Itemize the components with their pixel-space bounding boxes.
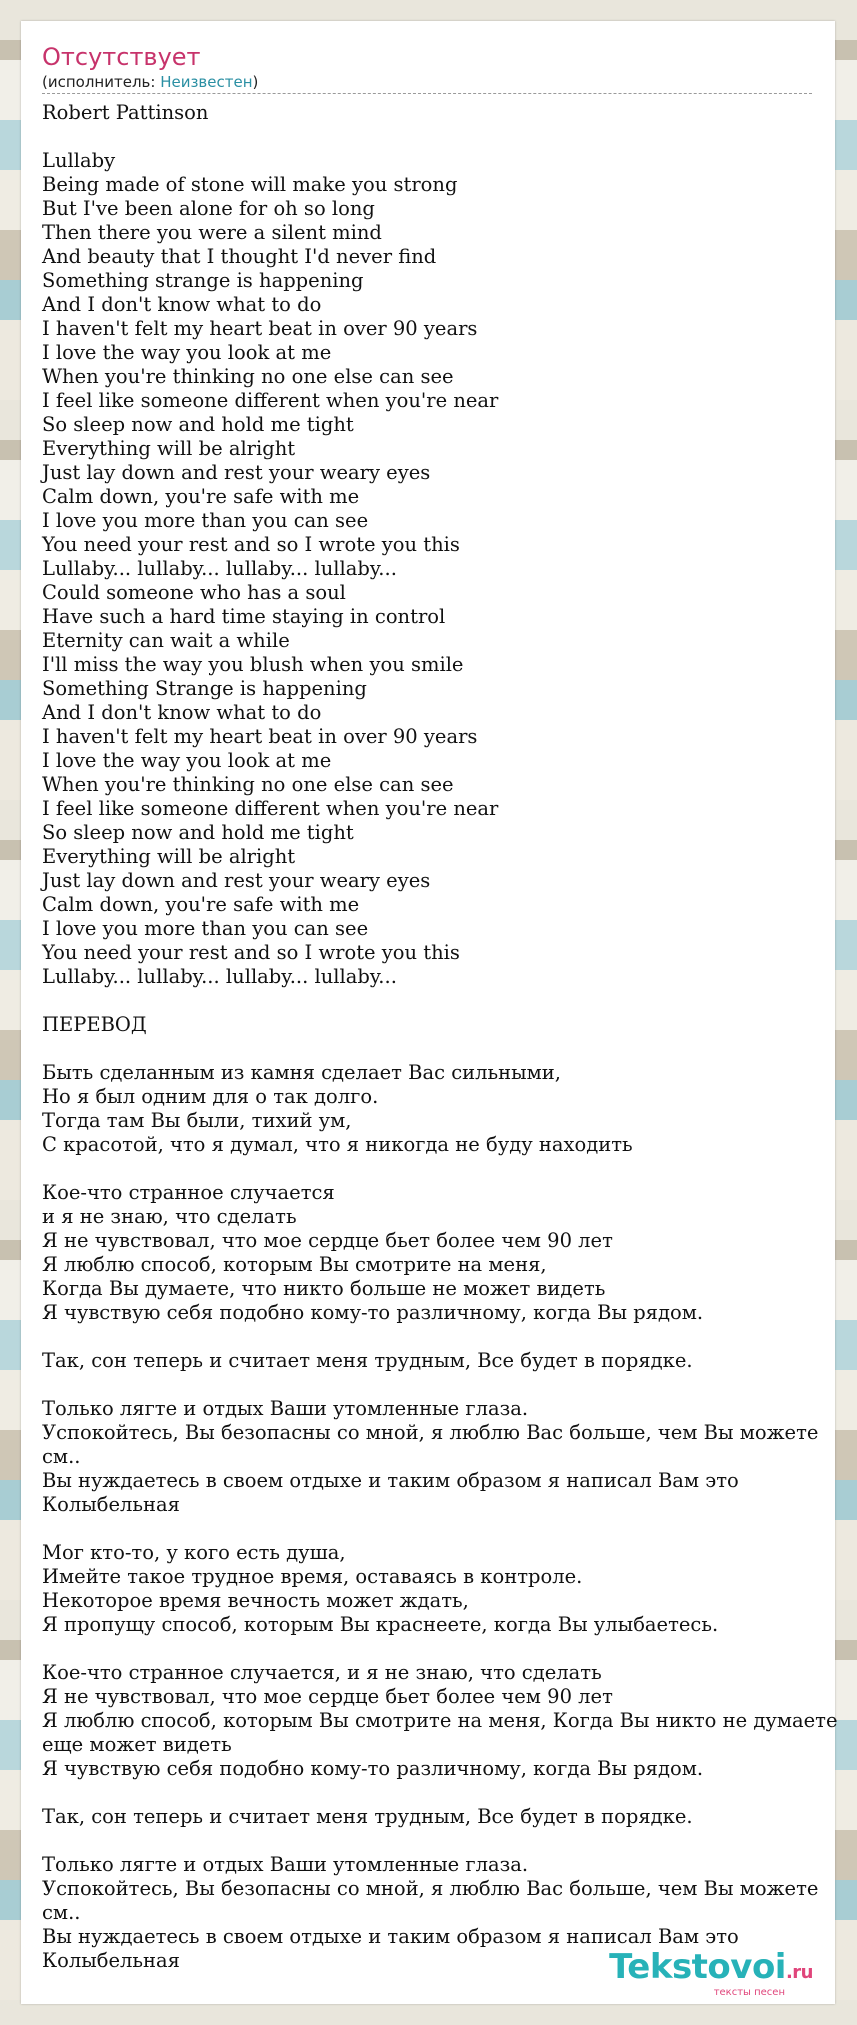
lyrics-blank-line (42, 1829, 842, 1853)
lyrics-line: I love you more than you can see (42, 917, 369, 940)
lyrics-line: Но я был одним для о так долго. (42, 1085, 379, 1108)
lyrics-line: Кое-что странное случается (42, 1181, 335, 1204)
lyrics-line: Некоторое время вечность может ждать, (42, 1589, 469, 1612)
lyrics-line: Being made of stone will make you strong (42, 173, 458, 196)
logo-tagline: тексты песен (713, 1987, 785, 1998)
lyrics-blank-line (42, 1325, 842, 1349)
lyrics-line: Я пропущу способ, которым Вы краснеете, когда Вы улыбаетесь. (42, 1613, 719, 1636)
artist-line (42, 73, 812, 92)
logo-name: Tekstovoi (609, 1947, 786, 1987)
content-card (21, 21, 838, 2004)
lyrics-line: I'll miss the way you blush when you smile (42, 653, 464, 676)
lyrics-line: Вы нуждаетесь в своем отдыхе и таким образом я написал Вам это (42, 1925, 739, 1948)
lyrics-blank-line (42, 125, 842, 149)
lyrics-line: I love you more than you can see (42, 509, 369, 532)
lyrics-line: Then there you were a silent mind (42, 221, 382, 244)
lyrics-line: Robert Pattinson (42, 101, 209, 124)
lyrics-line: и я не знаю, что сделать (42, 1205, 297, 1228)
lyrics-line: Eternity can wait a while (42, 629, 290, 652)
lyrics-line: Успокойтесь, Вы безопасны со мной, я люблю Вас больше, чем Вы можете (42, 1877, 819, 1900)
lyrics-line: Так, сон теперь и считает меня трудным, Все будет в порядке. (42, 1349, 693, 1372)
lyrics-line: Something strange is happening (42, 269, 364, 292)
lyrics-line: Lullaby (42, 149, 116, 172)
lyrics-line: Я чувствую себя подобно кому-то различному, когда Вы рядом. (42, 1757, 704, 1780)
lyrics-blank-line (42, 1037, 842, 1061)
lyrics-line: Have such a hard time staying in control (42, 605, 446, 628)
lyrics-line: ПЕРЕВОД (42, 1013, 147, 1036)
lyrics-line: Calm down, you're safe with me (42, 893, 360, 916)
lyrics-line: And I don't know what to do (42, 701, 322, 724)
lyrics-line: см.. (42, 1901, 81, 1924)
lyrics-line: But I've been alone for oh so long (42, 197, 375, 220)
lyrics-line: еще может видеть (42, 1733, 232, 1756)
lyrics-line: Lullaby... lullaby... lullaby... lullaby... (42, 965, 397, 988)
lyrics-line: Everything will be alright (42, 437, 296, 460)
lyrics-line: Вы нуждаетесь в своем отдыхе и таким образом я написал Вам это (42, 1469, 739, 1492)
lyrics-line: Я чувствую себя подобно кому-то различному, когда Вы рядом. (42, 1301, 704, 1324)
lyrics-blank-line (42, 1781, 842, 1805)
lyrics-line: Когда Вы думаете, что никто больше не может видеть (42, 1277, 606, 1300)
lyrics-line: Быть сделанным из камня сделает Вас сильными, (42, 1061, 562, 1084)
lyrics-line: Только лягте и отдых Ваши утомленные глаза. (42, 1853, 529, 1876)
lyrics-line: Так, сон теперь и считает меня трудным, Все будет в порядке. (42, 1805, 693, 1828)
lyrics-line: Calm down, you're safe with me (42, 485, 360, 508)
logo-tld: .ru (785, 1962, 813, 1983)
logo-wordmark (609, 1949, 813, 1991)
lyrics-line: You need your rest and so I wrote you this (42, 533, 460, 556)
song-title: Отсутствует (42, 43, 201, 71)
lyrics-line: Something Strange is happening (42, 677, 367, 700)
lyrics-line: I feel like someone different when you're near (42, 797, 499, 820)
lyrics-line: When you're thinking no one else can see (42, 365, 454, 388)
lyrics-blank-line (42, 1373, 842, 1397)
lyrics-line: Я не чувствовал, что мое сердце бьет более чем 90 лет (42, 1685, 613, 1708)
lyrics-line: Just lay down and rest your weary eyes (42, 869, 431, 892)
lyrics-text (42, 101, 842, 1973)
lyrics-line: см.. (42, 1445, 81, 1468)
lyrics-blank-line (42, 1157, 842, 1181)
lyrics-line: Колыбельная (42, 1493, 180, 1516)
lyrics-line: Мог кто-то, у кого есть душа, (42, 1541, 346, 1564)
lyrics-blank-line (42, 1517, 842, 1541)
lyrics-line: You need your rest and so I wrote you this (42, 941, 460, 964)
lyrics-line: Everything will be alright (42, 845, 296, 868)
lyrics-line: I haven't felt my heart beat in over 90 years (42, 725, 478, 748)
lyrics-line: С красотой, что я думал, что я никогда не буду находить (42, 1133, 633, 1156)
lyrics-line: And beauty that I thought I'd never find (42, 245, 437, 268)
lyrics-line: Успокойтесь, Вы безопасны со мной, я люблю Вас больше, чем Вы можете (42, 1421, 819, 1444)
site-logo[interactable] (609, 1949, 813, 1998)
song-header (42, 41, 812, 94)
lyrics-line: Кое-что странное случается, и я не знаю, что сделать (42, 1661, 602, 1684)
lyrics-line: So sleep now and hold me tight (42, 821, 354, 844)
lyrics-line: Колыбельная (42, 1949, 180, 1972)
lyrics-blank-line (42, 989, 842, 1013)
lyrics-line: I love the way you look at me (42, 749, 332, 772)
lyrics-line: Имейте такое трудное время, оставаясь в контроле. (42, 1565, 583, 1588)
artist-link[interactable]: Неизвестен (160, 73, 253, 91)
lyrics-line: Я люблю способ, которым Вы смотрите на меня, (42, 1253, 547, 1276)
lyrics-line: Только лягте и отдых Ваши утомленные глаза. (42, 1397, 529, 1420)
artist-suffix: ) (252, 73, 259, 91)
lyrics-line: Тогда там Вы были, тихий ум, (42, 1109, 352, 1132)
lyrics-line: So sleep now and hold me tight (42, 413, 354, 436)
lyrics-line: I haven't felt my heart beat in over 90 years (42, 317, 478, 340)
lyrics-line: When you're thinking no one else can see (42, 773, 454, 796)
lyrics-blank-line (42, 1637, 842, 1661)
lyrics-line: Just lay down and rest your weary eyes (42, 461, 431, 484)
lyrics-line: Lullaby... lullaby... lullaby... lullaby... (42, 557, 397, 580)
lyrics-line: Я не чувствовал, что мое сердце бьет более чем 90 лет (42, 1229, 613, 1252)
lyrics-line: And I don't know what to do (42, 293, 322, 316)
lyrics-line: Я люблю способ, которым Вы смотрите на меня, Когда Вы никто не думаете (42, 1709, 838, 1732)
lyrics-line: I love the way you look at me (42, 341, 332, 364)
lyrics-line: Could someone who has a soul (42, 581, 346, 604)
artist-prefix: (исполнитель: (42, 73, 161, 91)
lyrics-line: I feel like someone different when you're near (42, 389, 499, 412)
